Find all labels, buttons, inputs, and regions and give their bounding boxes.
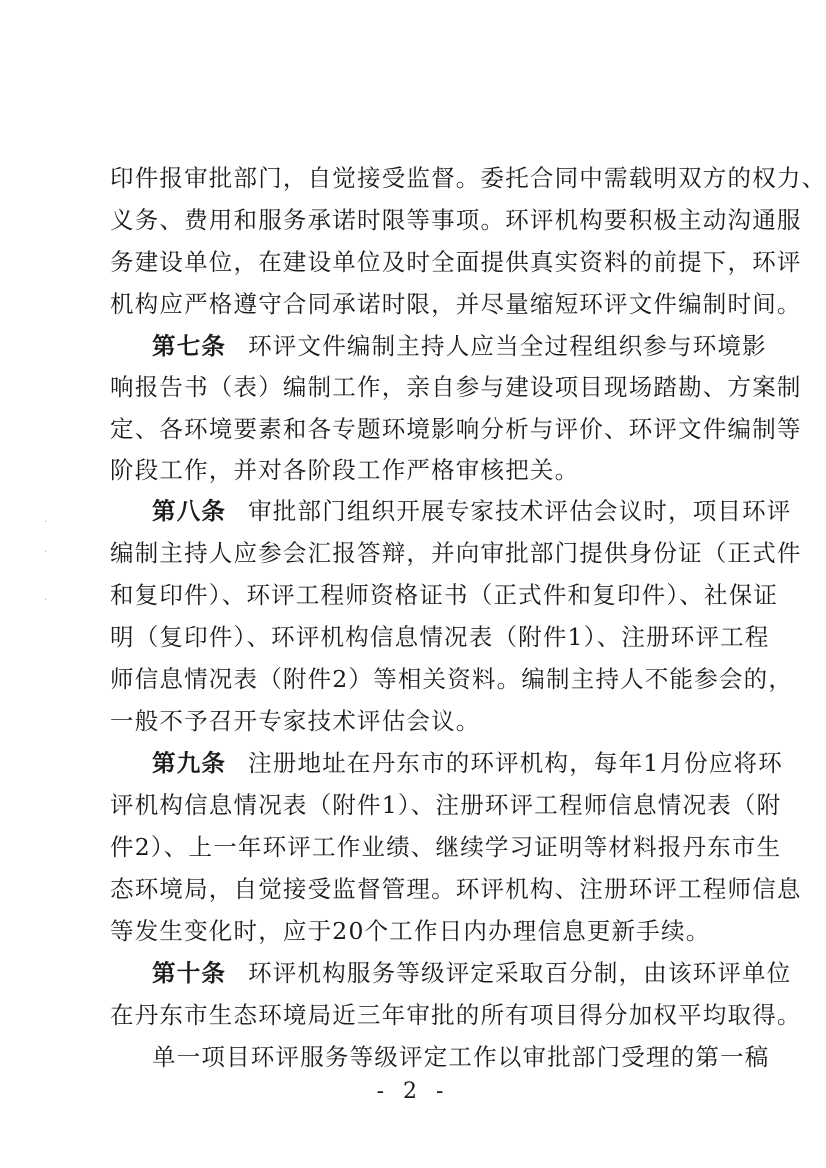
text-line	[110, 289, 802, 319]
text-line	[152, 748, 783, 778]
text-line	[110, 372, 802, 402]
text-line	[110, 538, 802, 568]
text-line	[110, 664, 794, 694]
line-text: 务建设单位，在建设单位及时全面提供真实资料的前提下，环评	[110, 248, 802, 276]
article-number: 第十条	[152, 959, 227, 987]
line-text: 注册地址在丹东市的环评机构，每年1月份应将环	[248, 749, 783, 777]
article-number: 第八条	[152, 497, 227, 525]
line-text: 响报告书（表）编制工作，亲自参与建设项目现场踏勘、方案制	[110, 373, 802, 401]
line-text: 审批部门组织开展专家技术评估会议时，项目环评	[248, 497, 792, 525]
line-text: 印件报审批部门，自觉接受监督。委托合同中需载明双方的权力、	[110, 164, 826, 192]
line-text: 义务、费用和服务承诺时限等事项。环评机构要积极主动沟通服	[110, 206, 802, 234]
text-line	[110, 622, 770, 652]
text-line	[152, 496, 792, 526]
line-text: 评机构信息情况表（附件1）、注册环评工程师信息情况表（附	[110, 791, 782, 819]
article-number: 第七条	[152, 332, 227, 360]
article-number: 第九条	[152, 749, 227, 777]
scan-mark: ·	[44, 595, 48, 606]
text-line	[152, 331, 767, 361]
line-text: 环评机构服务等级评定采取百分制，由该环评单位	[248, 959, 792, 987]
text-line	[110, 455, 720, 485]
text-line	[152, 958, 792, 988]
text-line	[110, 916, 720, 946]
line-text: 单一项目环评服务等级评定工作以审批部门受理的第一稿	[152, 1043, 770, 1071]
line-text: 环评文件编制主持人应当全过程组织参与环境影	[248, 332, 767, 360]
scan-mark: ·	[44, 517, 48, 528]
text-line	[110, 580, 779, 610]
text-line	[110, 247, 802, 277]
scan-mark: ·	[44, 547, 48, 558]
line-text: 件2）、上一年环评工作业绩、继续学习证明等材料报丹东市生	[110, 833, 782, 861]
line-text: 等发生变化时，应于20个工作日内办理信息更新手续。	[110, 917, 711, 945]
text-line	[110, 706, 720, 736]
line-text: 明（复印件）、环评机构信息情况表（附件1）、注册环评工程	[110, 623, 770, 651]
page-number: - 2 -	[376, 1079, 450, 1104]
text-line	[110, 790, 782, 820]
text-line	[110, 414, 802, 444]
text-line	[110, 1000, 802, 1030]
text-line	[152, 1042, 770, 1072]
text-line	[110, 874, 802, 904]
line-text: 阶段工作，并对各阶段工作严格审核把关。	[110, 456, 580, 484]
line-text: 定、各环境要素和各专题环境影响分析与评价、环评文件编制等	[110, 415, 802, 443]
line-text: 师信息情况表（附件2）等相关资料。编制主持人不能参会的，	[110, 665, 794, 693]
text-line	[110, 163, 826, 193]
line-text: 和复印件）、环评工程师资格证书（正式件和复印件）、社保证	[110, 581, 779, 609]
line-text: 在丹东市生态环境局近三年审批的所有项目得分加权平均取得。	[110, 1001, 802, 1029]
line-text: 机构应严格遵守合同承诺时限，并尽量缩短环评文件编制时间。	[110, 290, 802, 318]
line-text: 一般不予召开专家技术评估会议。	[110, 707, 481, 735]
line-text: 编制主持人应参会汇报答辩，并向审批部门提供身份证（正式件	[110, 539, 802, 567]
text-line	[110, 205, 802, 235]
text-line	[110, 832, 782, 862]
line-text: 态环境局，自觉接受监督管理。环评机构、注册环评工程师信息	[110, 875, 802, 903]
